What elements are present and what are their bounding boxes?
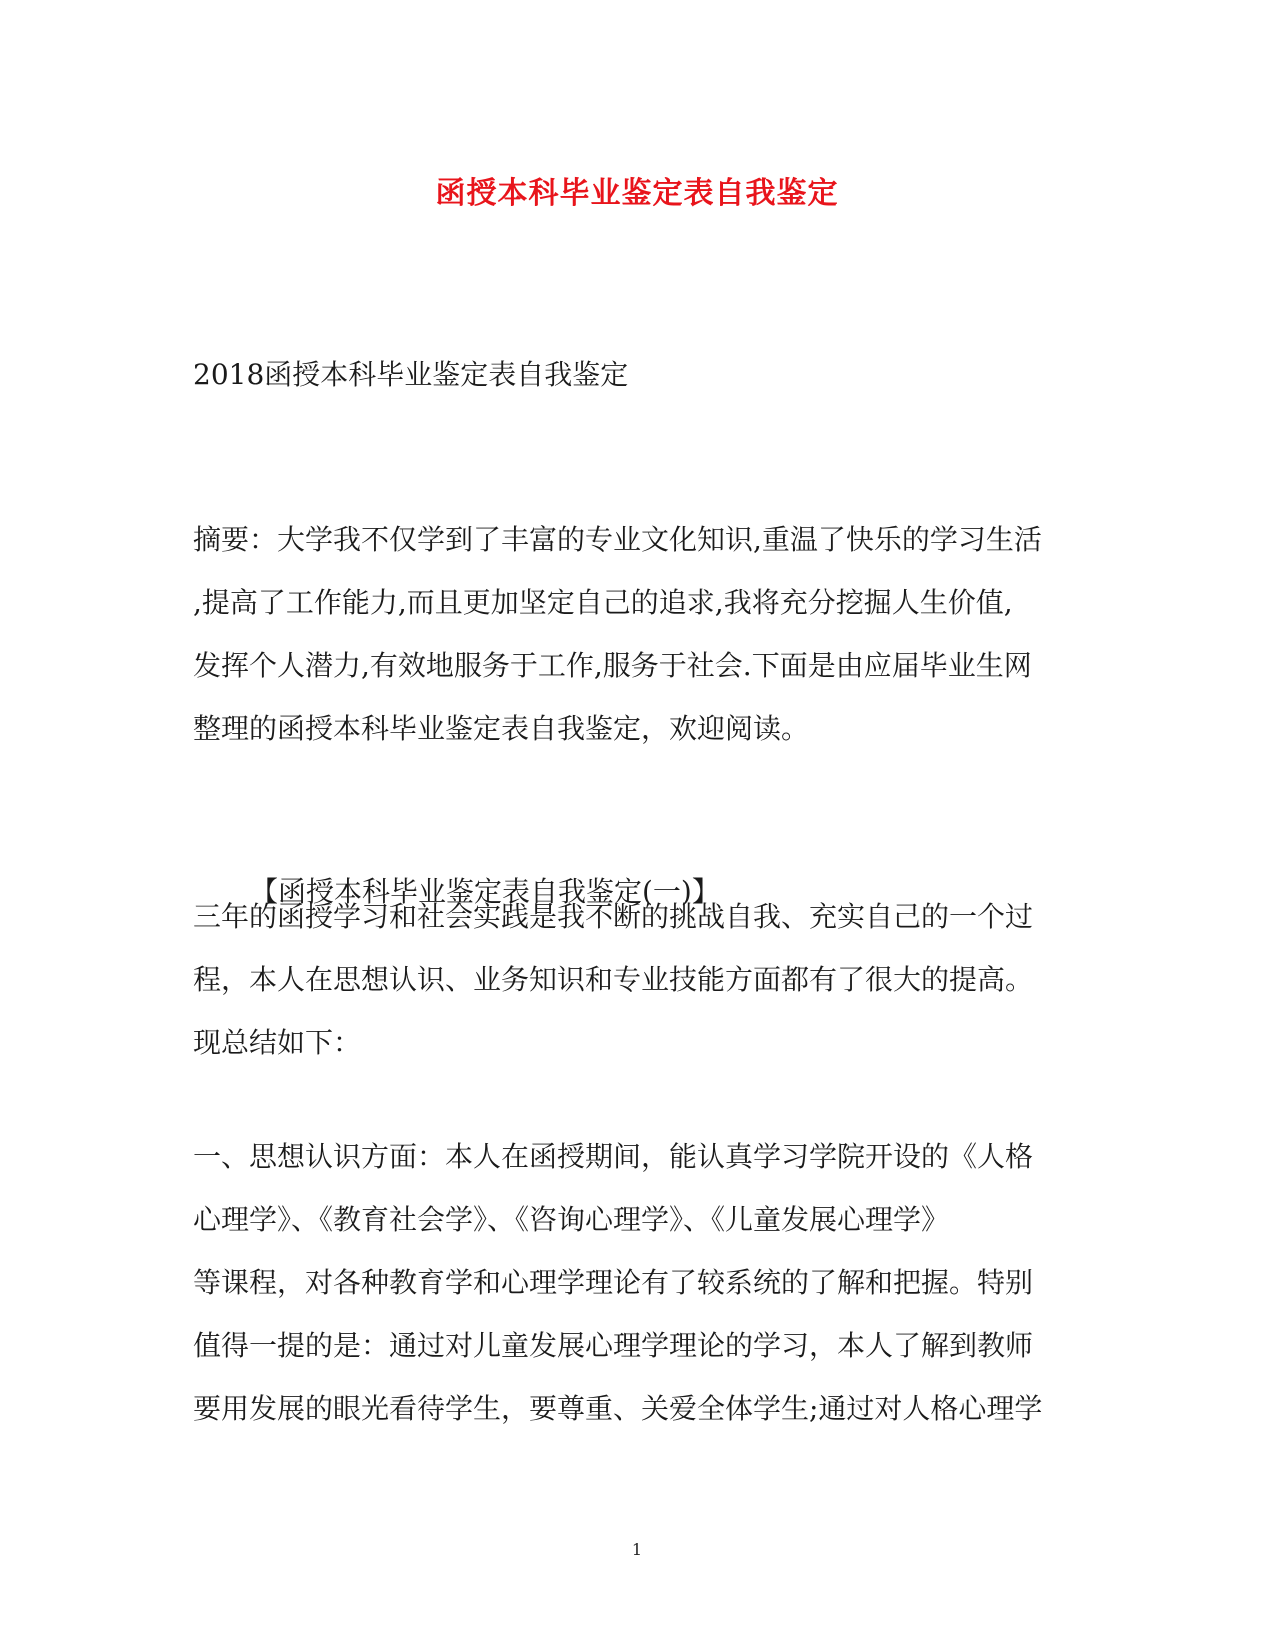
document-title: 函授本科毕业鉴定表自我鉴定	[435, 176, 839, 211]
section-heading: 【函授本科毕业鉴定表自我鉴定(一)】	[250, 875, 720, 908]
page-number: 1	[631, 1540, 643, 1559]
point-one-paragraph	[193, 1125, 1093, 1440]
point-one-line: 心理学》、《教育社会学》、《咨询心理学》、《儿童发展心理学》	[193, 1203, 950, 1236]
intro-paragraph	[193, 885, 1093, 1074]
intro-line: 三年的函授学习和社会实践是我不断的挑战自我、充实自己的一个过	[193, 900, 1034, 933]
abstract-paragraph	[193, 508, 1093, 760]
point-one-line: 要用发展的眼光看待学生，要尊重、关爱全体学生;通过对人格心理学	[193, 1392, 1043, 1425]
abstract-line: 发挥个人潜力,有效地服务于工作,服务于社会.下面是由应届毕业生网	[193, 649, 1032, 682]
abstract-line: 整理的函授本科毕业鉴定表自我鉴定，欢迎阅读。	[193, 712, 810, 745]
abstract-line: 摘要：大学我不仅学到了丰富的专业文化知识,重温了快乐的学习生活	[193, 523, 1042, 556]
point-one-line: 值得一提的是：通过对儿童发展心理学理论的学习，本人了解到教师	[193, 1329, 1034, 1362]
abstract-line: ,提高了工作能力,而且更加坚定自己的追求,我将充分挖掘人生价值,	[193, 586, 1013, 619]
intro-line: 现总结如下：	[193, 1026, 362, 1059]
intro-line: 程，本人在思想认识、业务知识和专业技能方面都有了很大的提高。	[193, 963, 1034, 996]
document-subtitle: 2018函授本科毕业鉴定表自我鉴定	[193, 358, 629, 391]
point-one-line: 一、思想认识方面：本人在函授期间，能认真学习学院开设的《人格	[193, 1140, 1034, 1173]
point-one-line: 等课程，对各种教育学和心理学理论有了较系统的了解和把握。特别	[193, 1266, 1034, 1299]
